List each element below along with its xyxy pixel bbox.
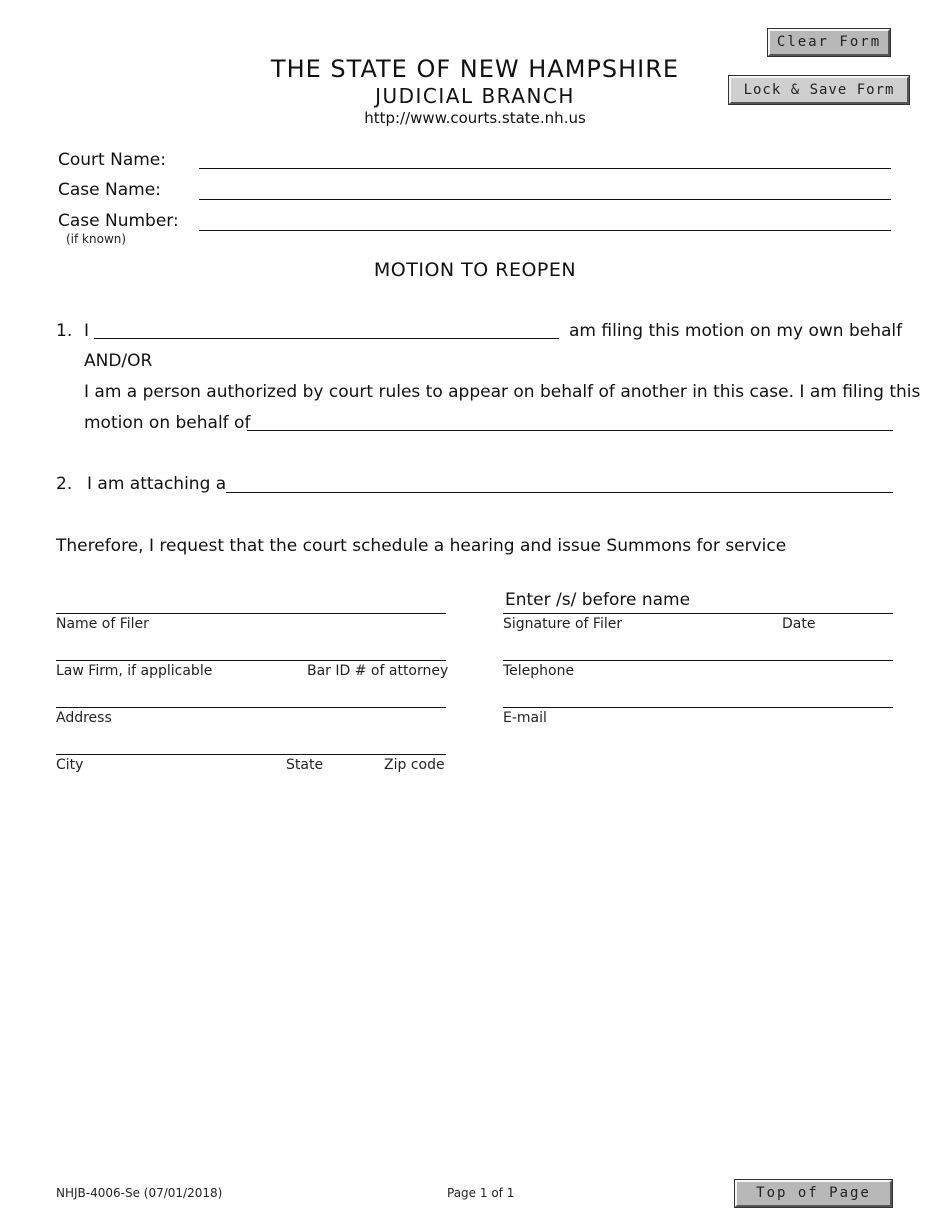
item1-suffix: am filing this motion on my own behalf bbox=[569, 321, 903, 341]
request-text: Therefore, I request that the court schedule a hearing and issue Summons for service bbox=[56, 536, 787, 556]
item1-number: 1. bbox=[56, 321, 73, 341]
city-input[interactable] bbox=[56, 731, 446, 753]
name-of-filer-label: Name of Filer bbox=[56, 616, 149, 632]
address-input[interactable] bbox=[56, 684, 446, 706]
address-line bbox=[56, 707, 446, 708]
address-label: Address bbox=[56, 710, 112, 726]
lock-save-form-button[interactable]: Lock & Save Form bbox=[729, 76, 909, 104]
signature-input[interactable]: Enter /s/ before name bbox=[505, 590, 691, 610]
item1-prefix: I bbox=[84, 321, 90, 341]
branch-title: JUDICIAL BRANCH bbox=[375, 84, 575, 108]
if-known-note: (if known) bbox=[66, 232, 127, 246]
email-label: E-mail bbox=[503, 710, 547, 726]
filer-name-line bbox=[94, 338, 559, 339]
case-number-line bbox=[199, 230, 891, 231]
city-label: City bbox=[56, 757, 84, 773]
form-id: NHJB-4006-Se (07/01/2018) bbox=[56, 1186, 223, 1200]
telephone-label: Telephone bbox=[503, 663, 575, 679]
state-label: State bbox=[286, 757, 324, 773]
case-number-label: Case Number: bbox=[58, 211, 179, 231]
item2-number: 2. bbox=[56, 474, 73, 494]
name-of-filer-line bbox=[56, 613, 446, 614]
zip-label: Zip code bbox=[384, 757, 445, 773]
clear-form-button[interactable]: Clear Form bbox=[768, 29, 890, 56]
case-name-input[interactable] bbox=[199, 176, 891, 198]
court-name-line bbox=[199, 168, 891, 169]
form-title: MOTION TO REOPEN bbox=[373, 259, 577, 281]
signature-line bbox=[503, 613, 893, 614]
date-label: Date bbox=[782, 616, 816, 632]
email-input[interactable] bbox=[503, 684, 893, 706]
signature-of-filer-label: Signature of Filer bbox=[503, 616, 623, 632]
andor-text: AND/OR bbox=[84, 351, 153, 371]
item2-text: I am attaching a bbox=[87, 474, 227, 494]
page-number: Page 1 of 1 bbox=[447, 1186, 515, 1200]
case-name-label: Case Name: bbox=[58, 180, 161, 200]
law-firm-input[interactable] bbox=[56, 637, 446, 659]
behalf-of-line bbox=[247, 430, 893, 431]
filer-name-input[interactable] bbox=[94, 316, 559, 338]
case-name-line bbox=[199, 199, 891, 200]
law-firm-line bbox=[56, 660, 446, 661]
behalf-of-text: motion on behalf of bbox=[84, 413, 251, 433]
telephone-input[interactable] bbox=[503, 637, 893, 659]
court-name-label: Court Name: bbox=[58, 150, 166, 170]
state-title: THE STATE OF NEW HAMPSHIRE bbox=[270, 55, 680, 83]
city-line bbox=[56, 754, 446, 755]
telephone-line bbox=[503, 660, 893, 661]
email-line bbox=[503, 707, 893, 708]
authorized-text: I am a person authorized by court rules to appear on behalf of another in this case. I am filing this bbox=[84, 382, 921, 402]
court-name-input[interactable] bbox=[199, 146, 891, 168]
case-number-input[interactable] bbox=[199, 207, 891, 229]
name-of-filer-input[interactable] bbox=[56, 590, 446, 612]
attachment-line bbox=[226, 492, 893, 493]
attachment-input[interactable] bbox=[226, 469, 893, 491]
court-url: http://www.courts.state.nh.us bbox=[364, 109, 586, 127]
top-of-page-button[interactable]: Top of Page bbox=[735, 1180, 892, 1207]
bar-id-label: Bar ID # of attorney bbox=[307, 663, 449, 679]
law-firm-label: Law Firm, if applicable bbox=[56, 663, 213, 679]
behalf-of-input[interactable] bbox=[247, 408, 893, 430]
